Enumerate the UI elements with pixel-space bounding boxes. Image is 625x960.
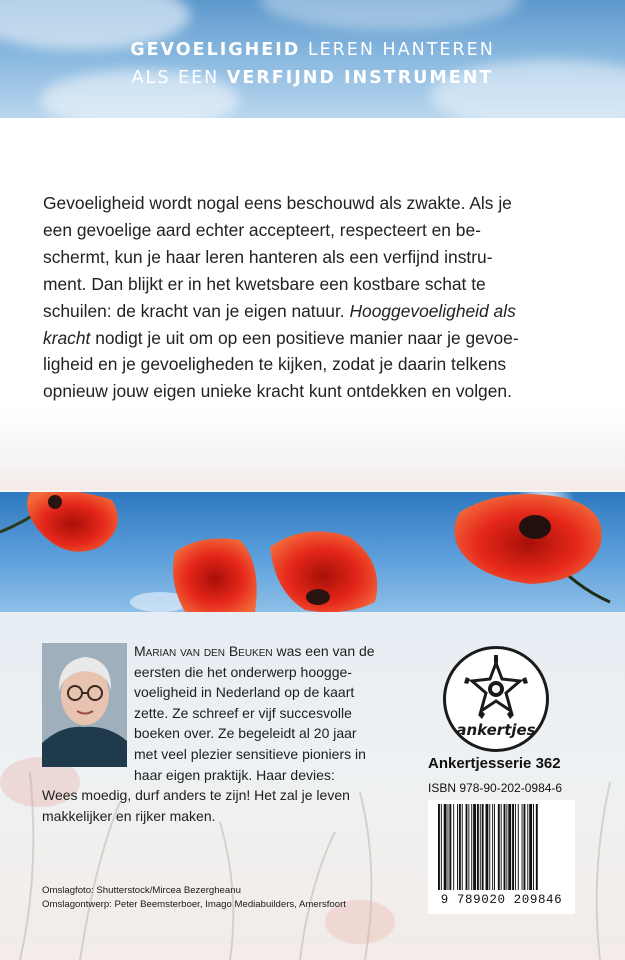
credits (42, 884, 346, 912)
sky-banner (0, 0, 625, 118)
isbn: ISBN 978-90-202-0984-6 (428, 781, 563, 795)
author-name: Marian van den Beuken (134, 643, 273, 659)
headline-line-2: ALS EEN VERFIJND INSTRUMENT (131, 68, 494, 88)
headline (0, 36, 625, 92)
author-bio: Marian van den Beuken was een van de eersten die het onderwerp hoogge- voeligheid in Nederland op de kaart zette. Ze schreef er vijf succesvolle boeken over. Ze begeleidt al 20 jaar met veel plezier sensitieve pioniers in haar eigen praktijk. Haar devies: Wees moedig, durf anders te zijn! Het zal je leven makkelijker en rijker maken. (42, 643, 375, 824)
barcode-bars (434, 804, 569, 892)
barcode-digits: 9 789020 209846 (440, 893, 563, 907)
poppy-photo (0, 492, 625, 612)
series-number: Ankertjesserie 362 (428, 755, 561, 772)
blurb: Gevoeligheid wordt nogal eens beschouwd als zwakte. Als je een gevoelige aard echter accepteert, respecteert en be- schermt, kun je haar leren hanteren als een verfijnd instru- ment. Dan blijkt er in het kwetsbare een kostbare schat te schuilen: de kracht van je eigen natuur. Hooggevoeligheid als kracht nodigt je uit om op een positieve manier naar je gevoe- ligheid en je gevoeligheden te kijken, zodat je daarin telkens opnieuw jouw eigen unieke kracht kunt ontdekken en volgen. (43, 193, 519, 402)
logo-wordmark: ankertjes (456, 721, 536, 739)
design-credit: Omslagontwerp: Peter Beemsterboer, Imago Mediabuilders, Amersfoort (42, 899, 346, 910)
ankertjes-logo (443, 646, 549, 752)
headline-line-1: GEVOELIGHEID LEREN HANTEREN (130, 40, 495, 60)
photo-credit: Omslagfoto: Shutterstock/Mircea Bezergheanu (42, 885, 241, 896)
barcode (428, 800, 575, 914)
